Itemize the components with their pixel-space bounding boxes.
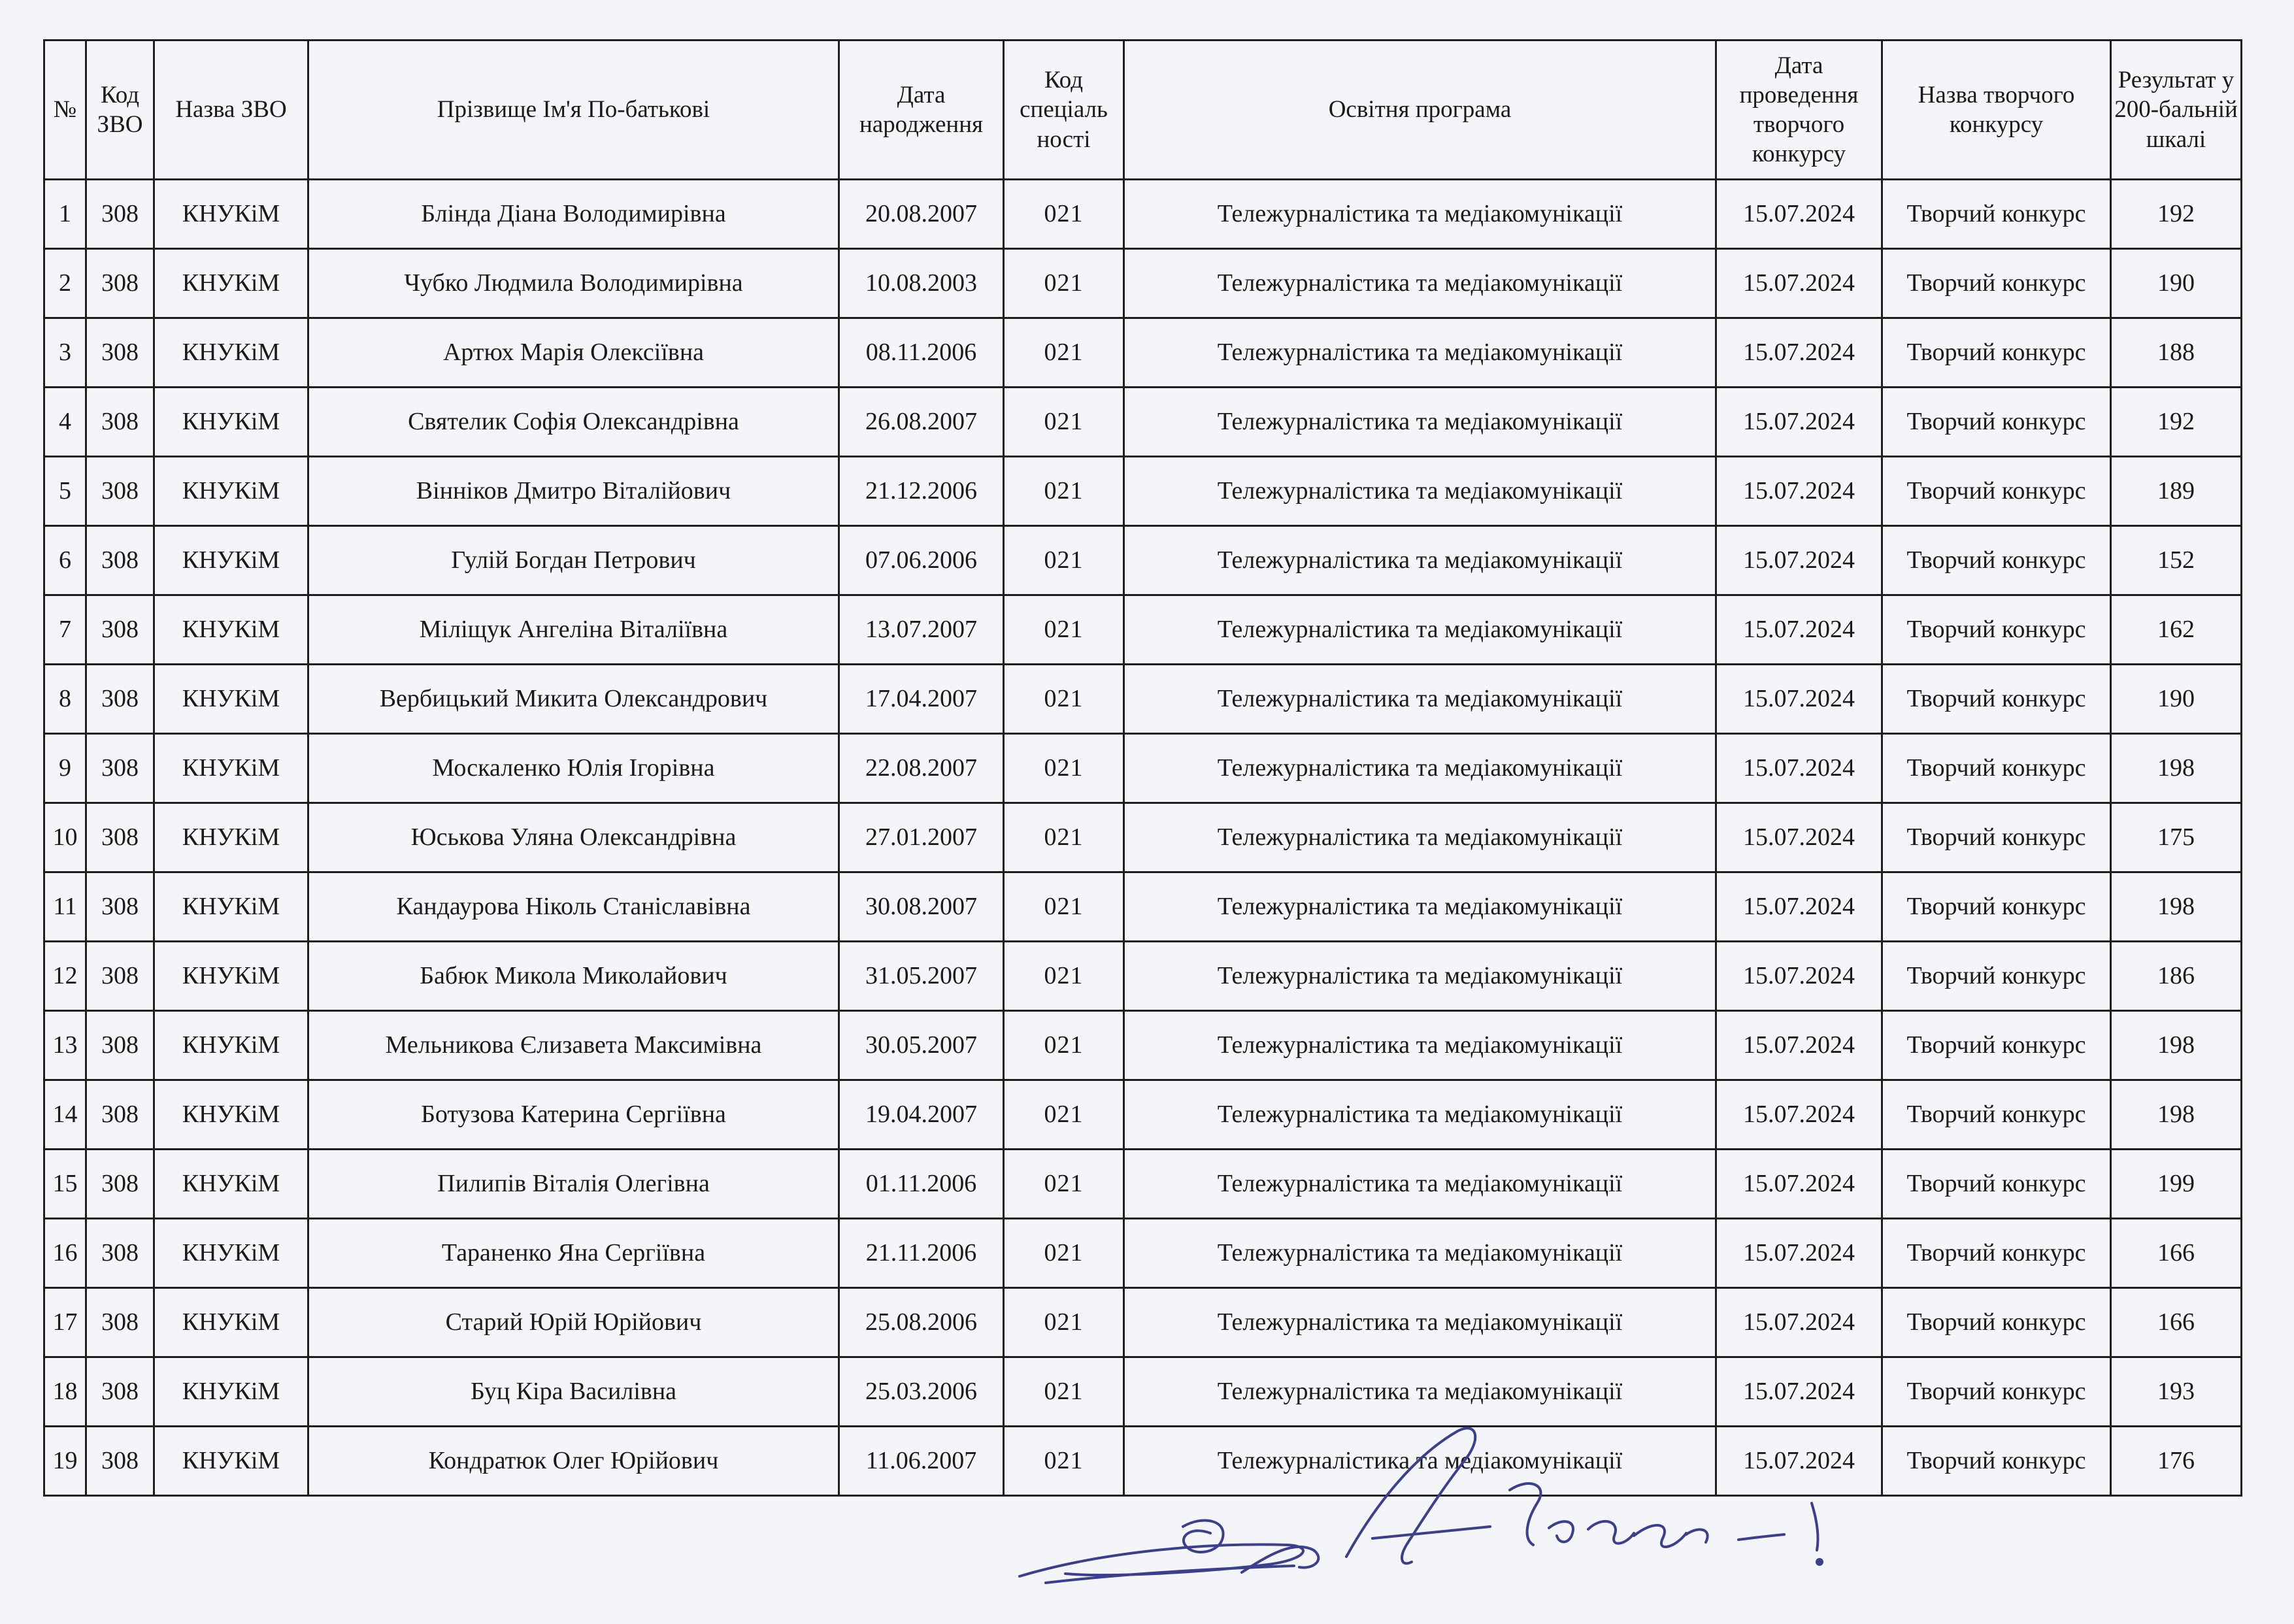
table-row: [44, 318, 2242, 388]
cell-score: 176: [2111, 1427, 2242, 1496]
cell-score: 190: [2111, 665, 2242, 734]
cell-contest-date: 15.07.2024: [1716, 872, 1882, 942]
cell-row-number: 17: [44, 1288, 86, 1357]
table-row: [44, 1427, 2242, 1496]
cell-institution-name: КНУКіМ: [154, 388, 308, 457]
cell-full-name: Міліщук Ангеліна Віталіївна: [308, 595, 839, 665]
cell-score: 189: [2111, 457, 2242, 526]
table-row: [44, 665, 2242, 734]
cell-contest-date: 15.07.2024: [1716, 388, 1882, 457]
cell-institution-name: КНУКіМ: [154, 942, 308, 1011]
cell-institution-name: КНУКіМ: [154, 1357, 308, 1427]
cell-institution-name: КНУКіМ: [154, 803, 308, 872]
cell-birth-date: 25.08.2006: [839, 1288, 1004, 1357]
cell-contest-name: Творчий конкурс: [1882, 1219, 2111, 1288]
results-table: [43, 39, 2242, 1497]
cell-contest-date: 15.07.2024: [1716, 803, 1882, 872]
cell-specialty-code: 021: [1004, 1150, 1124, 1219]
cell-institution-code: 308: [86, 388, 154, 457]
cell-contest-date: 15.07.2024: [1716, 1288, 1882, 1357]
table-header: [44, 41, 2242, 180]
cell-contest-name: Творчий конкурс: [1882, 1427, 2111, 1496]
table-row: [44, 1357, 2242, 1427]
table-row: [44, 180, 2242, 249]
cell-program: Тележурналістика та медіакомунікації: [1124, 180, 1716, 249]
header-institution-code: Код ЗВО: [86, 41, 154, 180]
cell-score: 190: [2111, 249, 2242, 318]
cell-specialty-code: 021: [1004, 457, 1124, 526]
cell-institution-code: 308: [86, 1011, 154, 1080]
cell-score: 166: [2111, 1288, 2242, 1357]
cell-institution-name: КНУКіМ: [154, 1288, 308, 1357]
cell-institution-name: КНУКіМ: [154, 1011, 308, 1080]
table-row: [44, 942, 2242, 1011]
table-row: [44, 1150, 2242, 1219]
cell-row-number: 5: [44, 457, 86, 526]
table-body: [44, 180, 2242, 1496]
cell-institution-name: КНУКіМ: [154, 526, 308, 595]
cell-contest-date: 15.07.2024: [1716, 1011, 1882, 1080]
cell-specialty-code: 021: [1004, 526, 1124, 595]
cell-contest-date: 15.07.2024: [1716, 457, 1882, 526]
cell-score: 198: [2111, 1080, 2242, 1150]
cell-score: 192: [2111, 388, 2242, 457]
cell-contest-date: 15.07.2024: [1716, 1150, 1882, 1219]
cell-full-name: Мельникова Єлизавета Максимівна: [308, 1011, 839, 1080]
cell-row-number: 9: [44, 734, 86, 803]
cell-institution-name: КНУКіМ: [154, 318, 308, 388]
cell-specialty-code: 021: [1004, 318, 1124, 388]
cell-contest-date: 15.07.2024: [1716, 1357, 1882, 1427]
cell-program: Тележурналістика та медіакомунікації: [1124, 1011, 1716, 1080]
header-row: [44, 41, 2242, 180]
cell-birth-date: 27.01.2007: [839, 803, 1004, 872]
cell-institution-code: 308: [86, 1357, 154, 1427]
cell-program: Тележурналістика та медіакомунікації: [1124, 1150, 1716, 1219]
cell-specialty-code: 021: [1004, 388, 1124, 457]
cell-program: Тележурналістика та медіакомунікації: [1124, 872, 1716, 942]
cell-contest-name: Творчий конкурс: [1882, 249, 2111, 318]
cell-specialty-code: 021: [1004, 734, 1124, 803]
cell-program: Тележурналістика та медіакомунікації: [1124, 1080, 1716, 1150]
cell-birth-date: 20.08.2007: [839, 180, 1004, 249]
cell-full-name: Пилипів Віталія Олегівна: [308, 1150, 839, 1219]
cell-institution-code: 308: [86, 1288, 154, 1357]
cell-birth-date: 31.05.2007: [839, 942, 1004, 1011]
cell-specialty-code: 021: [1004, 665, 1124, 734]
cell-institution-name: КНУКіМ: [154, 1427, 308, 1496]
cell-full-name: Юськова Уляна Олександрівна: [308, 803, 839, 872]
table-row: [44, 803, 2242, 872]
cell-row-number: 2: [44, 249, 86, 318]
cell-row-number: 18: [44, 1357, 86, 1427]
cell-specialty-code: 021: [1004, 1219, 1124, 1288]
cell-score: 152: [2111, 526, 2242, 595]
cell-institution-name: КНУКіМ: [154, 595, 308, 665]
cell-specialty-code: 021: [1004, 595, 1124, 665]
cell-contest-name: Творчий конкурс: [1882, 1288, 2111, 1357]
table-row: [44, 1080, 2242, 1150]
cell-specialty-code: 021: [1004, 1080, 1124, 1150]
cell-full-name: Бабюк Микола Миколайович: [308, 942, 839, 1011]
cell-specialty-code: 021: [1004, 803, 1124, 872]
cell-specialty-code: 021: [1004, 1011, 1124, 1080]
cell-row-number: 19: [44, 1427, 86, 1496]
cell-institution-code: 308: [86, 1080, 154, 1150]
cell-full-name: Гулій Богдан Петрович: [308, 526, 839, 595]
cell-score: 198: [2111, 872, 2242, 942]
cell-birth-date: 21.12.2006: [839, 457, 1004, 526]
header-specialty-code: Код спеціаль ності: [1004, 41, 1124, 180]
cell-score: 175: [2111, 803, 2242, 872]
cell-program: Тележурналістика та медіакомунікації: [1124, 942, 1716, 1011]
header-program: Освітня програма: [1124, 41, 1716, 180]
table-row: [44, 1288, 2242, 1357]
cell-contest-date: 15.07.2024: [1716, 942, 1882, 1011]
cell-row-number: 4: [44, 388, 86, 457]
cell-score: 166: [2111, 1219, 2242, 1288]
cell-program: Тележурналістика та медіакомунікації: [1124, 803, 1716, 872]
cell-institution-code: 308: [86, 803, 154, 872]
cell-contest-date: 15.07.2024: [1716, 1219, 1882, 1288]
cell-institution-code: 308: [86, 180, 154, 249]
cell-contest-date: 15.07.2024: [1716, 180, 1882, 249]
cell-contest-name: Творчий конкурс: [1882, 1357, 2111, 1427]
cell-contest-name: Творчий конкурс: [1882, 1080, 2111, 1150]
table-row: [44, 1219, 2242, 1288]
header-contest-name: Назва творчого конкурсу: [1882, 41, 2111, 180]
cell-institution-name: КНУКіМ: [154, 457, 308, 526]
cell-full-name: Ботузова Катерина Сергіївна: [308, 1080, 839, 1150]
cell-institution-name: КНУКіМ: [154, 665, 308, 734]
cell-program: Тележурналістика та медіакомунікації: [1124, 249, 1716, 318]
cell-institution-code: 308: [86, 665, 154, 734]
cell-contest-name: Творчий конкурс: [1882, 872, 2111, 942]
cell-contest-date: 15.07.2024: [1716, 665, 1882, 734]
cell-institution-code: 308: [86, 942, 154, 1011]
cell-contest-date: 15.07.2024: [1716, 1427, 1882, 1496]
cell-full-name: Кандаурова Ніколь Станіславівна: [308, 872, 839, 942]
cell-program: Тележурналістика та медіакомунікації: [1124, 1427, 1716, 1496]
cell-program: Тележурналістика та медіакомунікації: [1124, 457, 1716, 526]
table-row: [44, 526, 2242, 595]
cell-institution-name: КНУКіМ: [154, 1219, 308, 1288]
cell-full-name: Москаленко Юлія Ігорівна: [308, 734, 839, 803]
header-birth-date: Дата народження: [839, 41, 1004, 180]
cell-score: 199: [2111, 1150, 2242, 1219]
cell-institution-code: 308: [86, 734, 154, 803]
cell-birth-date: 30.08.2007: [839, 872, 1004, 942]
cell-row-number: 15: [44, 1150, 86, 1219]
table-row: [44, 388, 2242, 457]
cell-contest-name: Творчий конкурс: [1882, 734, 2111, 803]
cell-score: 186: [2111, 942, 2242, 1011]
cell-full-name: Тараненко Яна Сергіївна: [308, 1219, 839, 1288]
cell-institution-code: 308: [86, 457, 154, 526]
cell-institution-name: КНУКіМ: [154, 1080, 308, 1150]
cell-institution-name: КНУКіМ: [154, 1150, 308, 1219]
cell-program: Тележурналістика та медіакомунікації: [1124, 526, 1716, 595]
cell-contest-date: 15.07.2024: [1716, 595, 1882, 665]
cell-full-name: Вінніков Дмитро Віталійович: [308, 457, 839, 526]
cell-specialty-code: 021: [1004, 249, 1124, 318]
cell-full-name: Буц Кіра Василівна: [308, 1357, 839, 1427]
cell-institution-name: КНУКіМ: [154, 734, 308, 803]
cell-contest-name: Творчий конкурс: [1882, 388, 2111, 457]
cell-row-number: 7: [44, 595, 86, 665]
cell-row-number: 13: [44, 1011, 86, 1080]
cell-birth-date: 26.08.2007: [839, 388, 1004, 457]
cell-row-number: 3: [44, 318, 86, 388]
cell-program: Тележурналістика та медіакомунікації: [1124, 388, 1716, 457]
cell-birth-date: 07.06.2006: [839, 526, 1004, 595]
table-row: [44, 595, 2242, 665]
cell-full-name: Артюх Марія Олексіївна: [308, 318, 839, 388]
cell-program: Тележурналістика та медіакомунікації: [1124, 1288, 1716, 1357]
cell-contest-date: 15.07.2024: [1716, 734, 1882, 803]
cell-specialty-code: 021: [1004, 1288, 1124, 1357]
cell-program: Тележурналістика та медіакомунікації: [1124, 1219, 1716, 1288]
cell-contest-date: 15.07.2024: [1716, 249, 1882, 318]
header-contest-date: Дата проведення творчого конкурсу: [1716, 41, 1882, 180]
cell-contest-name: Творчий конкурс: [1882, 803, 2111, 872]
cell-score: 193: [2111, 1357, 2242, 1427]
cell-contest-name: Творчий конкурс: [1882, 180, 2111, 249]
cell-full-name: Старий Юрій Юрійович: [308, 1288, 839, 1357]
cell-specialty-code: 021: [1004, 1357, 1124, 1427]
cell-contest-name: Творчий конкурс: [1882, 942, 2111, 1011]
cell-institution-code: 308: [86, 1150, 154, 1219]
cell-institution-code: 308: [86, 318, 154, 388]
cell-birth-date: 13.07.2007: [839, 595, 1004, 665]
cell-contest-name: Творчий конкурс: [1882, 1011, 2111, 1080]
cell-contest-date: 15.07.2024: [1716, 1080, 1882, 1150]
cell-full-name: Святелик Софія Олександрівна: [308, 388, 839, 457]
cell-birth-date: 30.05.2007: [839, 1011, 1004, 1080]
cell-birth-date: 21.11.2006: [839, 1219, 1004, 1288]
cell-specialty-code: 021: [1004, 1427, 1124, 1496]
cell-program: Тележурналістика та медіакомунікації: [1124, 318, 1716, 388]
cell-contest-name: Творчий конкурс: [1882, 595, 2111, 665]
cell-specialty-code: 021: [1004, 942, 1124, 1011]
cell-birth-date: 11.06.2007: [839, 1427, 1004, 1496]
cell-birth-date: 25.03.2006: [839, 1357, 1004, 1427]
cell-contest-name: Творчий конкурс: [1882, 526, 2111, 595]
cell-institution-code: 308: [86, 872, 154, 942]
cell-institution-name: КНУКіМ: [154, 872, 308, 942]
header-number: №: [44, 41, 86, 180]
cell-specialty-code: 021: [1004, 180, 1124, 249]
cell-specialty-code: 021: [1004, 872, 1124, 942]
cell-row-number: 1: [44, 180, 86, 249]
cell-institution-code: 308: [86, 526, 154, 595]
cell-contest-name: Творчий конкурс: [1882, 1150, 2111, 1219]
cell-row-number: 14: [44, 1080, 86, 1150]
header-institution-name: Назва ЗВО: [154, 41, 308, 180]
cell-program: Тележурналістика та медіакомунікації: [1124, 665, 1716, 734]
cell-score: 198: [2111, 1011, 2242, 1080]
cell-row-number: 11: [44, 872, 86, 942]
cell-score: 198: [2111, 734, 2242, 803]
cell-birth-date: 19.04.2007: [839, 1080, 1004, 1150]
cell-institution-code: 308: [86, 595, 154, 665]
cell-contest-date: 15.07.2024: [1716, 526, 1882, 595]
cell-institution-code: 308: [86, 1219, 154, 1288]
cell-full-name: Чубко Людмила Володимирівна: [308, 249, 839, 318]
cell-contest-date: 15.07.2024: [1716, 318, 1882, 388]
cell-birth-date: 22.08.2007: [839, 734, 1004, 803]
cell-row-number: 10: [44, 803, 86, 872]
cell-program: Тележурналістика та медіакомунікації: [1124, 734, 1716, 803]
cell-score: 188: [2111, 318, 2242, 388]
cell-contest-name: Творчий конкурс: [1882, 457, 2111, 526]
cell-full-name: Блінда Діана Володимирівна: [308, 180, 839, 249]
cell-institution-name: КНУКіМ: [154, 249, 308, 318]
cell-row-number: 8: [44, 665, 86, 734]
cell-program: Тележурналістика та медіакомунікації: [1124, 1357, 1716, 1427]
cell-birth-date: 17.04.2007: [839, 665, 1004, 734]
cell-row-number: 6: [44, 526, 86, 595]
cell-score: 192: [2111, 180, 2242, 249]
cell-birth-date: 08.11.2006: [839, 318, 1004, 388]
cell-institution-name: КНУКіМ: [154, 180, 308, 249]
cell-institution-code: 308: [86, 249, 154, 318]
cell-full-name: Вербицький Микита Олександрович: [308, 665, 839, 734]
cell-contest-name: Творчий конкурс: [1882, 318, 2111, 388]
table-row: [44, 1011, 2242, 1080]
table-row: [44, 734, 2242, 803]
cell-row-number: 12: [44, 942, 86, 1011]
cell-row-number: 16: [44, 1219, 86, 1288]
cell-contest-name: Творчий конкурс: [1882, 665, 2111, 734]
table-row: [44, 872, 2242, 942]
cell-birth-date: 10.08.2003: [839, 249, 1004, 318]
table-row: [44, 457, 2242, 526]
header-score: Результат у 200-бальній шкалі: [2111, 41, 2242, 180]
cell-institution-code: 308: [86, 1427, 154, 1496]
cell-score: 162: [2111, 595, 2242, 665]
header-full-name: Прізвище Ім'я По-батькові: [308, 41, 839, 180]
table-row: [44, 249, 2242, 318]
cell-full-name: Кондратюк Олег Юрійович: [308, 1427, 839, 1496]
cell-birth-date: 01.11.2006: [839, 1150, 1004, 1219]
cell-program: Тележурналістика та медіакомунікації: [1124, 595, 1716, 665]
